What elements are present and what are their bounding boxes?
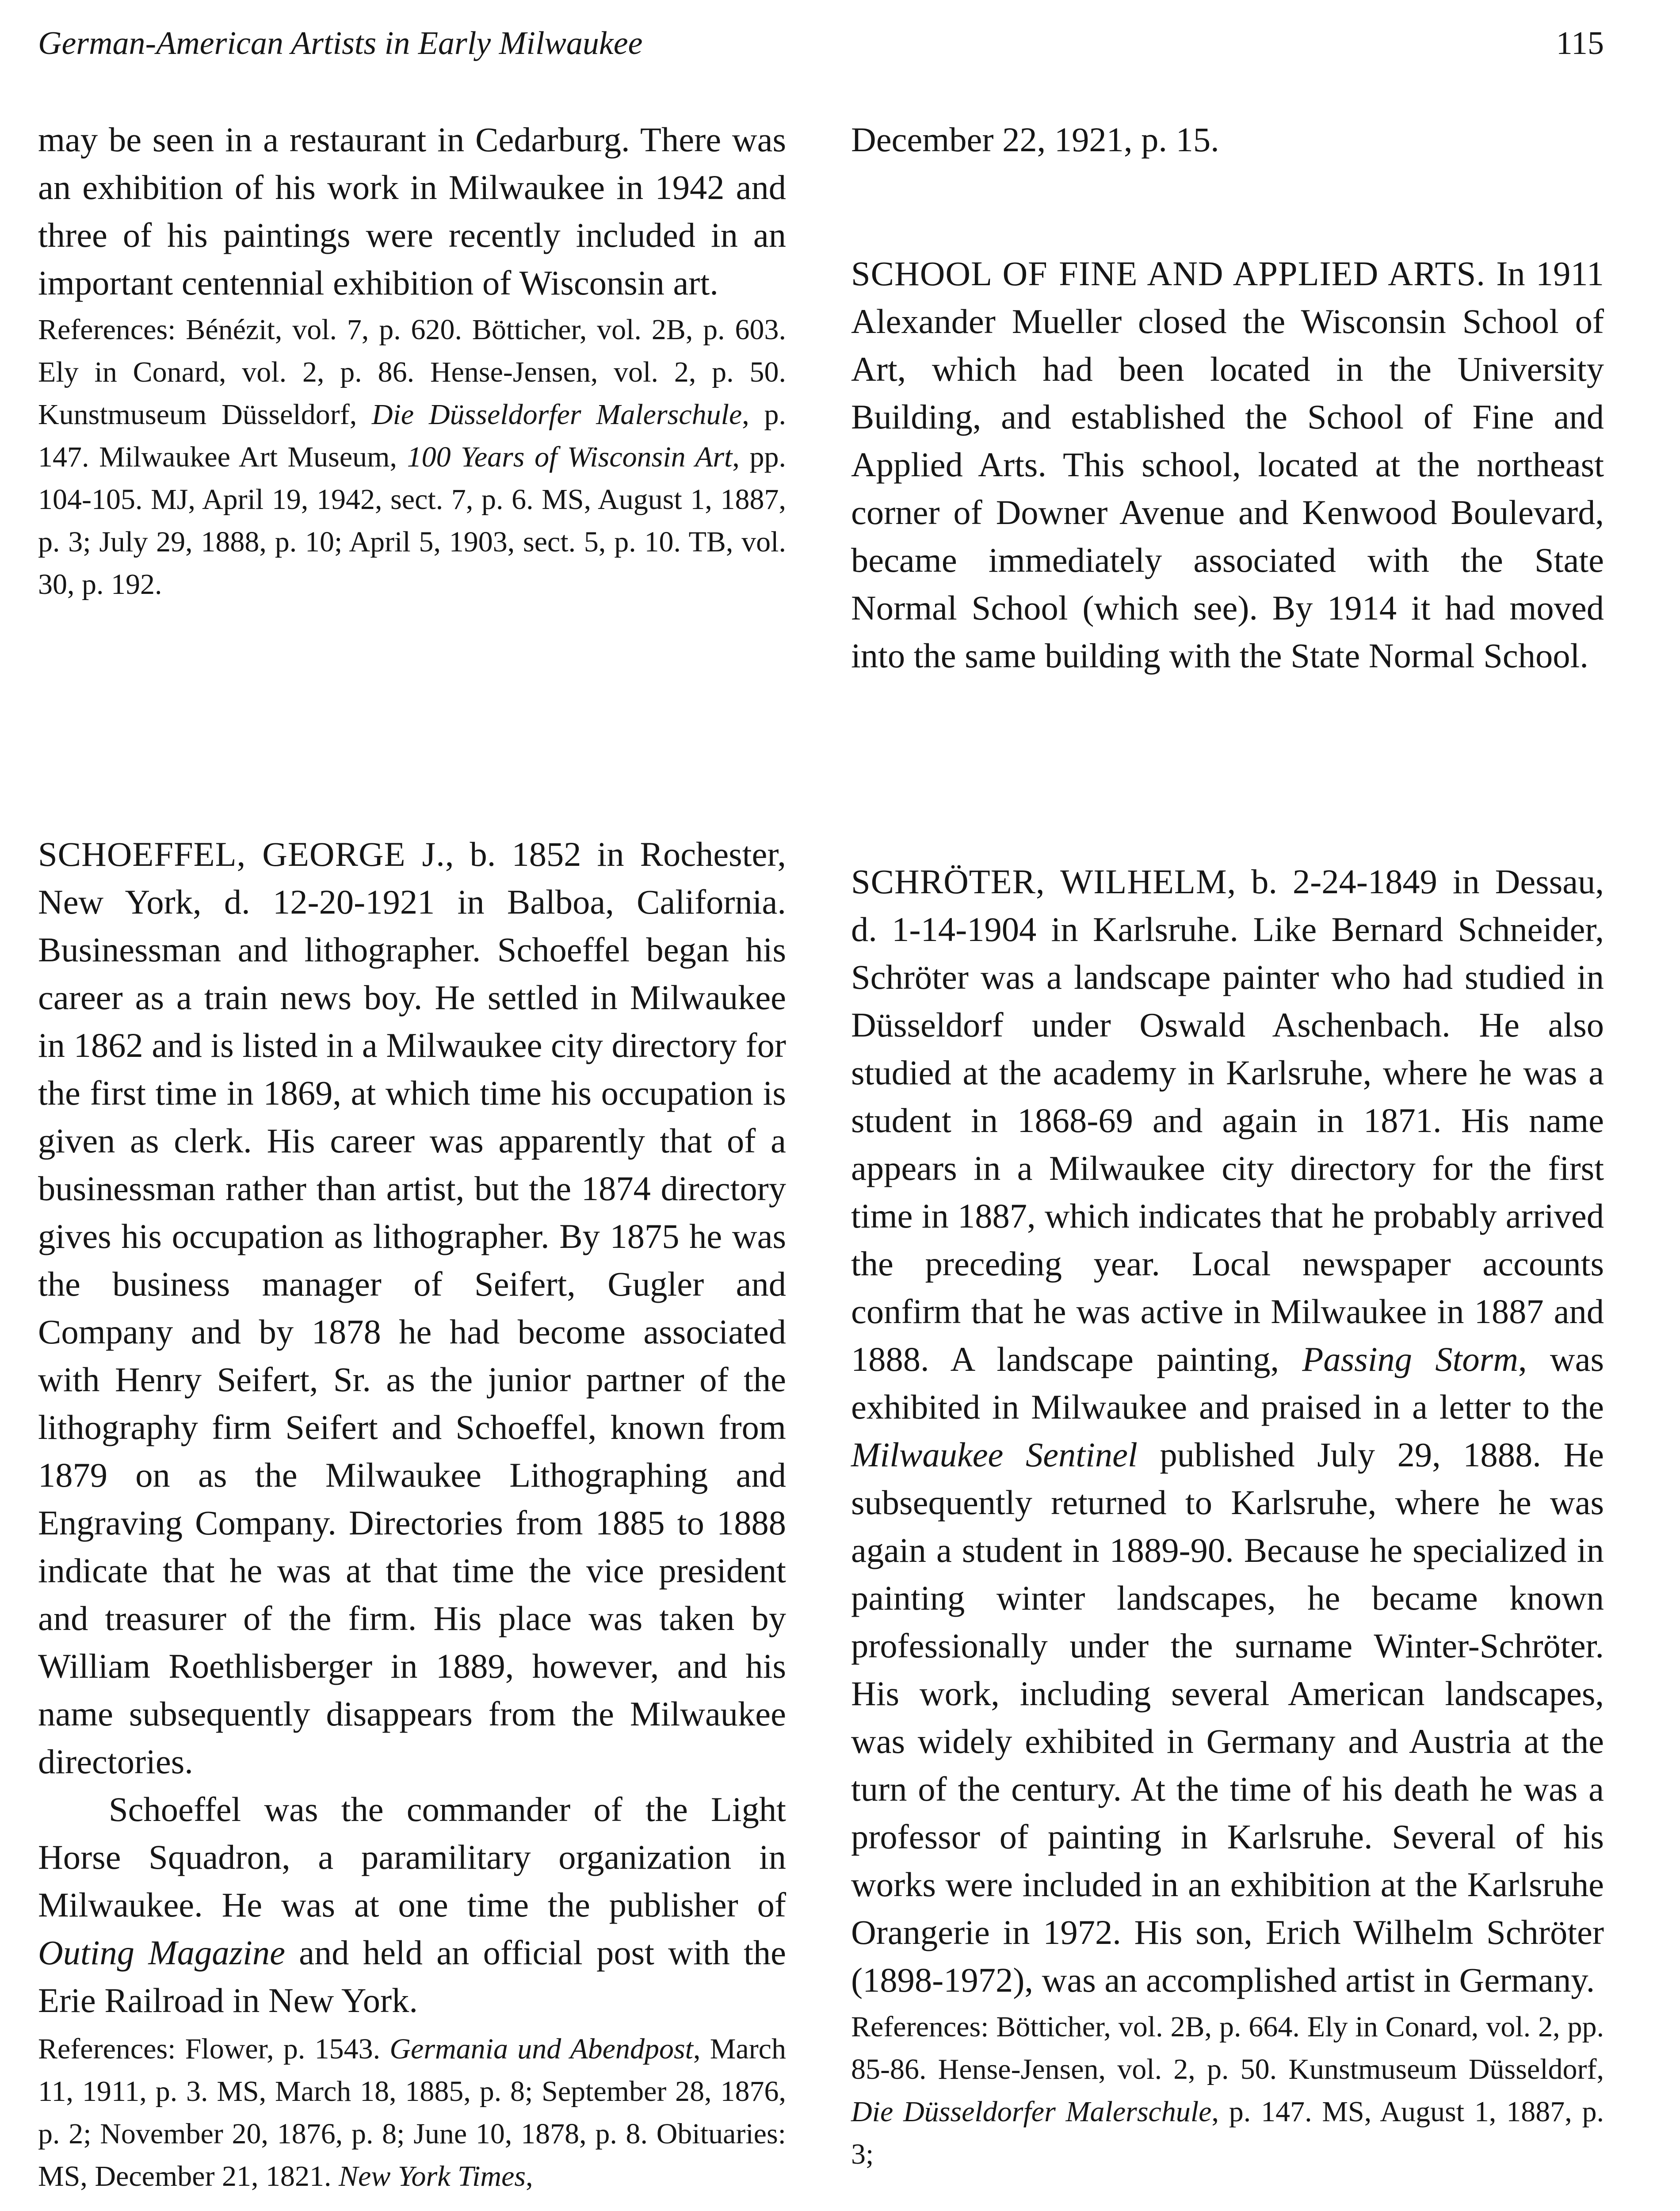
reference-text: References: Flower, p. 1543.	[38, 2033, 390, 2065]
reference-text: , March 11, 1911, p. 3. MS, March 18, 1885, p. 8; September 28, 1876, p. 2; November 20, 1876, p. 8; June 10, 1878, p. 8. Obituaries: MS, December 21, 1821.	[38, 2033, 786, 2192]
publication-title: Milwaukee Sentinel	[851, 1435, 1138, 1474]
reference-title: Die Düsseldorfer Malerschule	[371, 398, 742, 431]
entry-heading: SCHOOL OF FINE AND APPLIED ARTS.	[851, 254, 1485, 293]
schoeffel-para-1	[38, 830, 786, 1786]
entry-body: , b. 1852 in Rochester, New York, d. 12-20-1921 in Balboa, California. Businessman and lithographer. Schoeffel began his career as a train news boy. He settled in Milwaukee in 1862 and is listed in a Milwaukee city directory for the first time in 1869, at which time his occupation is given as clerk. His career was apparently that of a businessman rather than artist, but the 1874 directory gives his occupation as lithographer. By 1875 he was the business manager of Seifert, Gugler and Company and by 1878 he had become associated with Henry Seifert, Sr. as the junior partner of the lithography firm Seifert and Schoeffel, known from 1879 on as the Milwaukee Lithographing and Engraving Company. Directories from 1885 to 1888 indicate that he was at that time the vice president and treasurer of the firm. His place was taken by William Roethlisberger in 1889, however, and his name subsequently disappears from the Milwaukee directories.	[38, 835, 786, 1781]
running-header	[38, 25, 1604, 73]
continued-entry	[38, 116, 786, 606]
running-title: German-American Artists in Early Milwaukee	[38, 25, 643, 61]
schroter-references	[851, 2006, 1604, 2176]
schoeffel-entry	[38, 830, 786, 2198]
artwork-title: Passing Storm	[1302, 1340, 1518, 1378]
entry-body: , was exhibited in Milwaukee and praised in a letter to the	[851, 1340, 1604, 1426]
reference-title: 100 Years of Wisconsin Art	[407, 441, 733, 473]
entry-heading: SCHRÖTER, WILHELM	[851, 862, 1227, 901]
continued-reference-line: December 22, 1921, p. 15.	[851, 120, 1219, 159]
reference-text: References: Bötticher, vol. 2B, p. 664. Ely in Conard, vol. 2, pp. 85-86. Hense-Jensen, vol. 2, p. 50. Kunstmuseum Düsseldorf,	[851, 2011, 1604, 2085]
publication-title: Outing Magazine	[38, 1933, 285, 1972]
continued-entry-references	[38, 309, 786, 606]
reference-text: References: Bénézit, vol. 7, p. 620. Bötticher, vol. 2B, p. 603. Ely in Conard, vol. 2, p. 86. Hense-Jensen, vol. 2, p. 50. Kunstmuseum Düsseldorf,	[38, 314, 786, 431]
entry-body: , b. 2-24-1849 in Dessau, d. 1-14-1904 in Karlsruhe. Like Bernard Schneider, Schröter was a landscape painter who had studied in Düsseldorf under Oswald Aschenbach. He also studied at the academy in Karlsruhe, where he was a student in 1868-69 and again in 1871. His name appears in a Milwaukee city directory for the first time in 1887, which indicates that he probably arrived the preceding year. Local newspaper accounts confirm that he was active in Milwaukee in 1887 and 1888. A landscape painting,	[851, 862, 1604, 1378]
reference-text: , p. 147. Milwaukee Art Museum,	[38, 398, 786, 473]
reference-title: Die Düsseldorfer Malerschule	[851, 2096, 1212, 2128]
schoeffel-para-2	[38, 1786, 786, 2024]
entry-body: In 1911 Alexander Mueller closed the Wisconsin School of Art, which had been located in the University Building, and established the School of Fine and Applied Arts. This school, located at the northeast corner of Downer Avenue and Kenwood Boulevard, became immediately associated with the State Normal School (which see). By 1914 it had moved into the same building with the State Normal School.	[851, 254, 1604, 675]
school-entry	[851, 250, 1604, 680]
reference-text: ,	[526, 2160, 533, 2192]
reference-text: , p. 147. MS, August 1, 1887, p. 3;	[851, 2096, 1604, 2170]
schroter-entry	[851, 858, 1604, 2176]
entry-body: and held an official post with the Erie Railroad in New York.	[38, 1933, 786, 2020]
entry-body: Schoeffel was the commander of the Light Horse Squadron, a paramilitary organization in Milwaukee. He was at one time the publisher of	[38, 1790, 786, 1924]
continued-entry-text: may be seen in a restaurant in Cedarburg. There was an exhibition of his work in Milwaukee in 1942 and three of his paintings were recently included in an important centennial exhibition of Wisconsin art.	[38, 120, 786, 302]
schoeffel-references	[38, 2028, 786, 2198]
reference-title: Germania und Abendpost	[389, 2033, 693, 2065]
page-number: 115	[1556, 25, 1604, 61]
reference-title: New York Times	[339, 2160, 526, 2192]
schroter-para-1	[851, 858, 1604, 2004]
reference-text: , pp. 104-105. MJ, April 19, 1942, sect. 7, p. 6. MS, August 1, 1887, p. 3; July 29, 1888, p. 10; April 5, 1903, sect. 5, p. 10. TB, vol. 30, p. 192.	[38, 441, 787, 601]
entry-heading: SCHOEFFEL, GEORGE J.	[38, 835, 445, 873]
entry-body: published July 29, 1888. He subsequently returned to Karlsruhe, where he was again a student in 1889-90. Because he specialized in painting winter landscapes, he became known professionally under the surname Winter-Schröter. His work, including several American landscapes, was widely exhibited in Germany and Austria at the turn of the century. At the time of his death he was a professor of painting in Karlsruhe. Several of his works were included in an exhibition at the Karlsruhe Orangerie in 1972. His son, Erich Wilhelm Schröter (1898-1972), was an accomplished artist in Germany.	[851, 1435, 1604, 1999]
right-column-top	[851, 116, 1604, 680]
